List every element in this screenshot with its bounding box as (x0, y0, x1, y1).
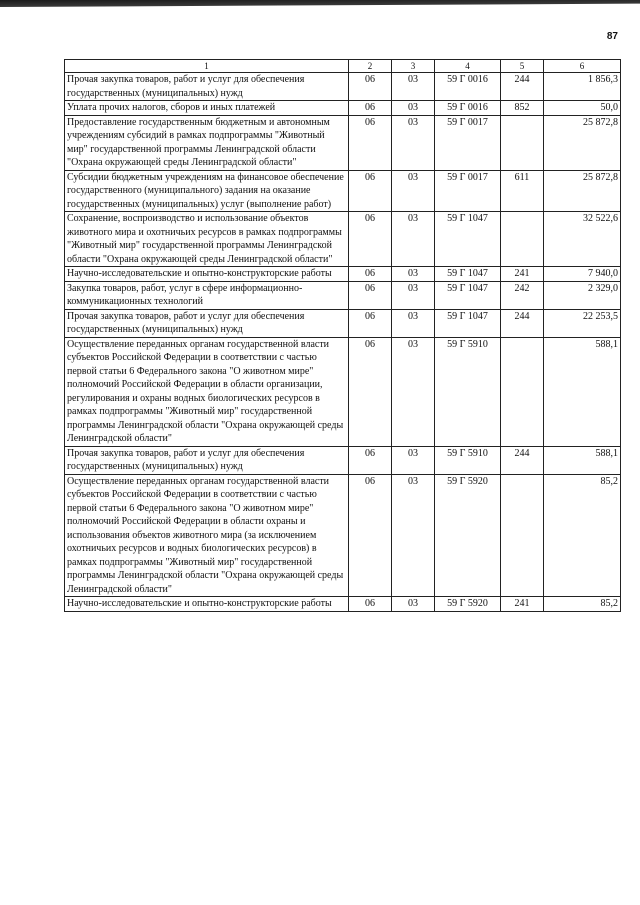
row-name: Осуществление переданных органам государственной власти субъектов Российской Федерации в соответствии с частью первой статьи 6 Федерального закона "О животном мире" полномочий Российской Федерации в области организации, регулирования и охраны водных биологических ресурсов в рамках подпрограммы "Животный мир" государственной программы Ленинградской области "Охрана окружающей среды Ленинградской области" (65, 337, 349, 446)
row-expense-type: 241 (501, 597, 544, 612)
row-target-article: 59 Г 5920 (435, 597, 501, 612)
table-row (65, 597, 621, 612)
row-name: Осуществление переданных органам государственной власти субъектов Российской Федерации в соответствии с частью первой статьи 6 Федерального закона "О животном мире" полномочий Российской Федерации в области охраны и использования объектов животного мира (за исключением охотничьих ресурсов и водных биологических ресурсов) в рамках подпрограммы "Животный мир" государственной программы Ленинградской области "Охрана окружающей среды Ленинградской области" (65, 474, 349, 597)
row-expense-type (501, 115, 544, 170)
row-name: Научно-исследовательские и опытно-конструкторские работы (65, 597, 349, 612)
table-body (65, 73, 621, 612)
column-header: 1 (65, 60, 349, 73)
row-section: 06 (349, 170, 392, 212)
row-name: Прочая закупка товаров, работ и услуг для обеспечения государственных (муниципальных) нужд (65, 73, 349, 101)
row-amount: 22 253,5 (544, 309, 621, 337)
table-row (65, 337, 621, 446)
row-subsection: 03 (392, 212, 435, 267)
column-header: 3 (392, 60, 435, 73)
row-expense-type (501, 474, 544, 597)
row-amount: 7 940,0 (544, 267, 621, 282)
table-row (65, 170, 621, 212)
row-name: Уплата прочих налогов, сборов и иных платежей (65, 101, 349, 116)
row-amount: 2 329,0 (544, 281, 621, 309)
row-target-article: 59 Г 1047 (435, 212, 501, 267)
row-section: 06 (349, 115, 392, 170)
page-number: 87 (606, 31, 618, 42)
row-subsection: 03 (392, 101, 435, 116)
row-name: Субсидии бюджетным учреждениям на финансовое обеспечение государственного (муниципального) задания на оказание государственных (муниципальных) услуг (выполнение работ) (65, 170, 349, 212)
row-subsection: 03 (392, 115, 435, 170)
row-subsection: 03 (392, 446, 435, 474)
row-subsection: 03 (392, 170, 435, 212)
row-section: 06 (349, 597, 392, 612)
row-name: Прочая закупка товаров, работ и услуг для обеспечения государственных (муниципальных) нужд (65, 446, 349, 474)
row-amount: 25 872,8 (544, 115, 621, 170)
column-header: 6 (544, 60, 621, 73)
table-row (65, 474, 621, 597)
row-amount: 85,2 (544, 474, 621, 597)
row-section: 06 (349, 474, 392, 597)
row-subsection: 03 (392, 73, 435, 101)
row-name: Предоставление государственным бюджетным и автономным учреждениям субсидий в рамках подпрограммы "Животный мир" государственной программы Ленинградской области "Охрана окружающей среды Ленинградской области" (65, 115, 349, 170)
row-expense-type: 852 (501, 101, 544, 116)
row-section: 06 (349, 101, 392, 116)
table-row (65, 281, 621, 309)
table-row (65, 101, 621, 116)
budget-table (64, 59, 621, 612)
row-name: Сохранение, воспроизводство и использование объектов животного мира и охотничьих ресурсов в рамках подпрограммы "Животный мир" государственной программы Ленинградской области "Охрана окружающей среды Ленинградской области" (65, 212, 349, 267)
row-section: 06 (349, 73, 392, 101)
row-target-article: 59 Г 0017 (435, 170, 501, 212)
row-amount: 25 872,8 (544, 170, 621, 212)
row-target-article: 59 Г 5920 (435, 474, 501, 597)
row-amount: 1 856,3 (544, 73, 621, 101)
row-expense-type (501, 212, 544, 267)
column-header: 5 (501, 60, 544, 73)
row-target-article: 59 Г 5910 (435, 337, 501, 446)
row-name: Прочая закупка товаров, работ и услуг для обеспечения государственных (муниципальных) нужд (65, 309, 349, 337)
row-section: 06 (349, 281, 392, 309)
row-section: 06 (349, 446, 392, 474)
row-target-article: 59 Г 1047 (435, 281, 501, 309)
table-row (65, 115, 621, 170)
row-amount: 50,0 (544, 101, 621, 116)
row-subsection: 03 (392, 267, 435, 282)
column-header: 4 (435, 60, 501, 73)
row-subsection: 03 (392, 309, 435, 337)
row-subsection: 03 (392, 474, 435, 597)
row-target-article: 59 Г 0016 (435, 73, 501, 101)
row-section: 06 (349, 337, 392, 446)
row-subsection: 03 (392, 597, 435, 612)
row-amount: 588,1 (544, 446, 621, 474)
table-row (65, 73, 621, 101)
row-expense-type: 611 (501, 170, 544, 212)
row-expense-type (501, 337, 544, 446)
row-target-article: 59 Г 0016 (435, 101, 501, 116)
row-subsection: 03 (392, 281, 435, 309)
row-expense-type: 241 (501, 267, 544, 282)
row-subsection: 03 (392, 337, 435, 446)
scan-top-border (0, 0, 640, 7)
row-section: 06 (349, 267, 392, 282)
row-target-article: 59 Г 1047 (435, 267, 501, 282)
row-amount: 32 522,6 (544, 212, 621, 267)
row-target-article: 59 Г 1047 (435, 309, 501, 337)
row-name: Научно-исследовательские и опытно-конструкторские работы (65, 267, 349, 282)
row-section: 06 (349, 212, 392, 267)
table-row (65, 212, 621, 267)
row-name: Закупка товаров, работ, услуг в сфере информационно-коммуникационных технологий (65, 281, 349, 309)
row-amount: 588,1 (544, 337, 621, 446)
row-amount: 85,2 (544, 597, 621, 612)
table-row (65, 267, 621, 282)
row-expense-type: 244 (501, 73, 544, 101)
header-row (65, 60, 621, 73)
row-expense-type: 244 (501, 309, 544, 337)
row-section: 06 (349, 309, 392, 337)
column-header: 2 (349, 60, 392, 73)
table-row (65, 446, 621, 474)
row-target-article: 59 Г 0017 (435, 115, 501, 170)
row-expense-type: 242 (501, 281, 544, 309)
row-expense-type: 244 (501, 446, 544, 474)
table-row (65, 309, 621, 337)
row-target-article: 59 Г 5910 (435, 446, 501, 474)
